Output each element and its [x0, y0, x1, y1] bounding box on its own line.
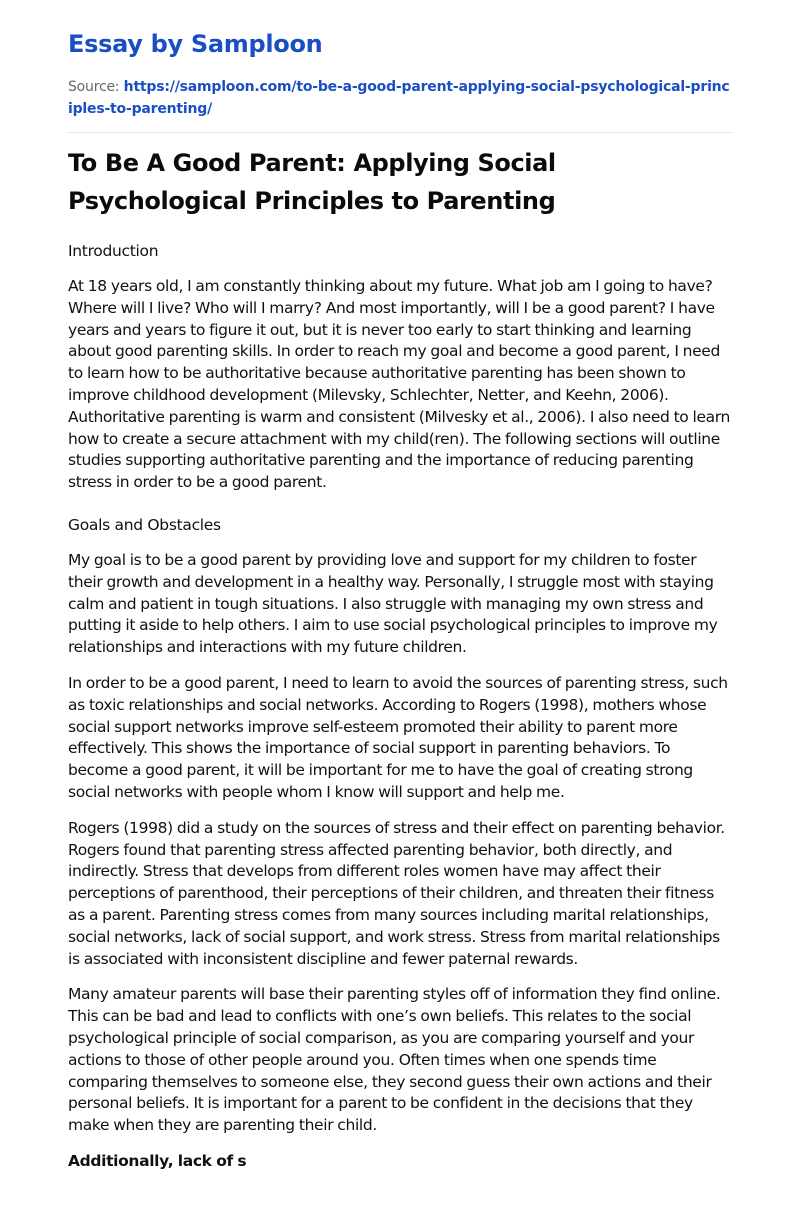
paragraph: Rogers (1998) did a study on the sources of stress and their effect on parenting behavior. Rogers found that parenting stress affected parenting behavior, both directly, and indirectly. Stress that develops from different roles women have may affect their perceptions of parenthood, their perceptions of their children, and threaten their fitness as a parent. Parenting stress comes from many sources including marital relationships, social networks, lack of social support, and work stress. Stress from marital relationships is associated with inconsistent discipline and fewer paternal rewards.	[68, 818, 725, 968]
section-heading-introduction: Introduction	[68, 242, 159, 260]
source-line	[68, 76, 732, 120]
paragraph: In order to be a good parent, I need to learn to avoid the sources of parenting stress, such as toxic relationships and social networks. According to Rogers (1998), mothers whose social support networks improve self-esteem promoted their ability to parent more effectively. This shows the importance of social support in parenting behaviors. To become a good parent, it will be important for me to have the goal of creating strong social networks with people whom I know will support and help me.	[68, 673, 728, 801]
paragraph: My goal is to be a good parent by providing love and support for my children to foster their growth and development in a healthy way. Personally, I struggle most with staying calm and patient in tough situations. I also struggle with managing my own stress and putting it aside to help others. I aim to use social psychological principles to improve my relationships and interactions with my future children.	[68, 550, 718, 657]
header-divider	[68, 132, 732, 133]
source-label: Source:	[68, 79, 120, 95]
site-brand-title: Essay by Samploon	[68, 30, 323, 58]
paragraph: At 18 years old, I am constantly thinking about my future. What job am I going to have? Where will I live? Who will I marry? And most importantly, will I be a good parent? I have years and years to figure it out, but it is never too early to start thinking and learning about good parenting skills. In order to reach my goal and become a good parent, I need to learn how to be authoritative because authoritative parenting has been shown to improve childhood development (Milevsky, Schlechter, Netter, and Keehn, 2006). Authoritative parenting is warm and consistent (Milvesky et al., 2006). I also need to learn how to create a secure attachment with my child(ren). The following sections will outline studies supporting authoritative parenting and the importance of reducing parenting stress in order to be a good parent.	[68, 277, 731, 492]
essay-title: To Be A Good Parent: Applying Social Psychological Principles to Parenting	[68, 149, 556, 215]
section-heading-goals-and-obstacles: Goals and Obstacles	[68, 515, 221, 534]
paragraph: Many amateur parents will base their parenting styles off of information they find online. This can be bad and lead to conflicts with one’s own beliefs. This relates to the social psychological principle of social comparison, as you are comparing yourself and your actions to those of other people around you. Often times when one spends time comparing themselves to someone else, they second guess their own actions and their personal beliefs. It is important for a parent to be confident in the decisions that they make when they are parenting their child.	[68, 985, 721, 1135]
truncated-paragraph: Additionally, lack of s	[68, 1151, 247, 1170]
source-link[interactable]: https://samploon.com/to-be-a-good-parent-applying-social-psychological-principles-to-parenting/	[68, 79, 730, 117]
